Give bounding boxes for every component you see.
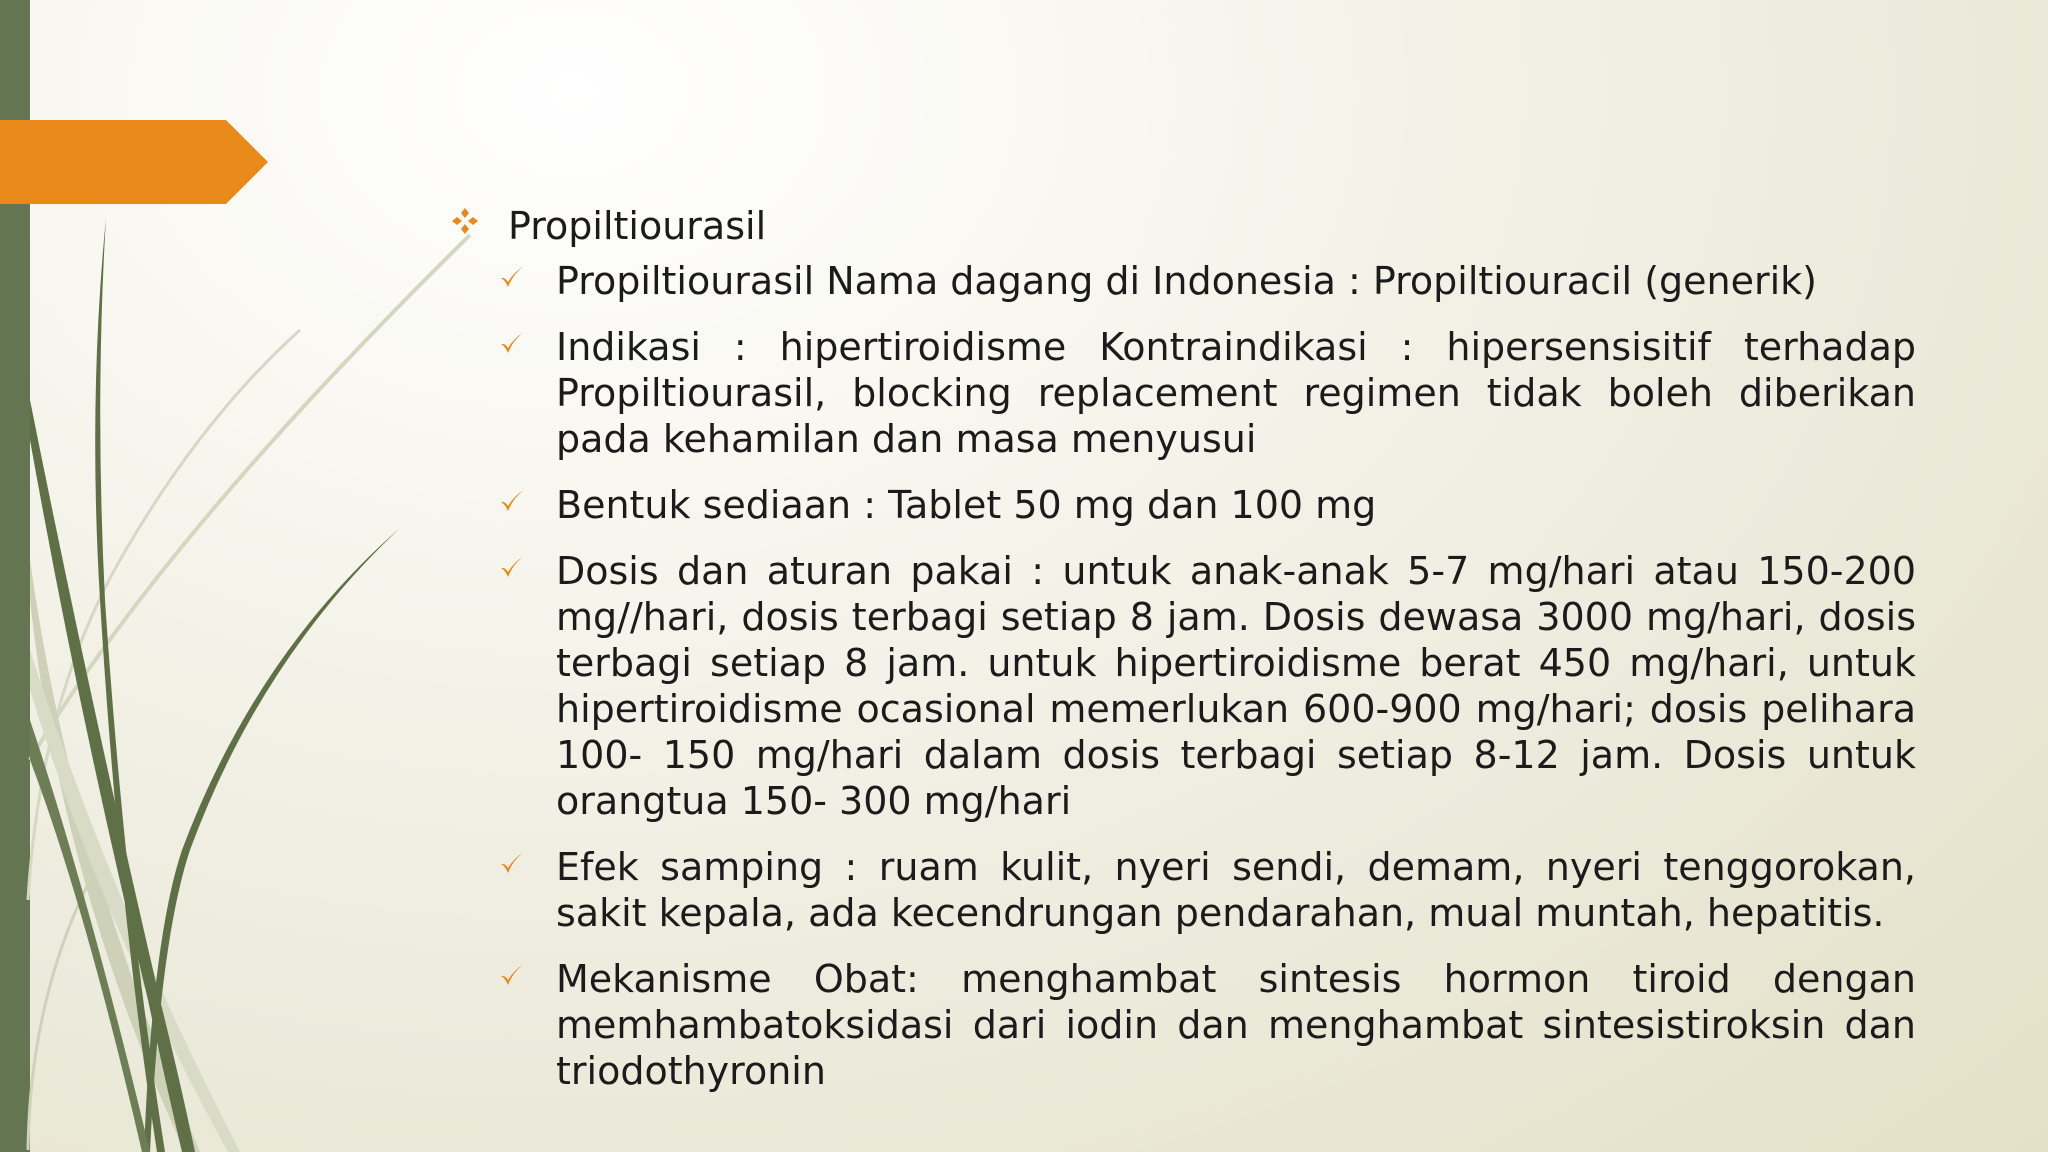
light-stroke [28, 880, 90, 1150]
checkmark-icon [498, 552, 526, 582]
list-item [556, 482, 1916, 528]
list-item-text: Efek samping : ruam kulit, nyeri sendi, demam, nyeri tenggorokan, sakit kepala, ada kecendrungan pendarahan, mual muntah, hepatitis. [556, 845, 1916, 935]
list-item-text: Mekanisme Obat: menghambat sintesis hormon tiroid dengan memhambatoksidasi dari iodin dan menghambat sintesistiroksin dan triodothyronin [556, 957, 1916, 1093]
list-item-text: Dosis dan aturan pakai : untuk anak-anak 5-7 mg/hari atau 150-200 mg//hari, dosis terbagi setiap 8 jam. Dosis dewasa 3000 mg/hari, dosis terbagi setiap 8 jam. untuk hipertiroidisme berat 450 mg/hari, untuk hipertiroidisme ocasional memerlukan 600-900 mg/hari; dosis pelihara 100- 150 mg/hari dalam dosis terbagi setiap 8-12 jam. Dosis untuk orangtua 150- 300 mg/hari [556, 549, 1916, 823]
list-item [556, 956, 1916, 1094]
slide-content [450, 198, 1916, 1114]
list-item [556, 844, 1916, 936]
checkmark-icon [498, 848, 526, 878]
list-item [556, 258, 1916, 304]
checkmark-icon [498, 262, 526, 292]
main-bullet-item [450, 198, 1916, 254]
checkmark-icon [498, 960, 526, 990]
list-item [556, 548, 1916, 824]
list-item-text: Indikasi : hipertiroidisme Kontraindikasi : hipersensisitif terhadap Propiltiourasil, blocking replacement regimen tidak boleh diberikan pada kehamilan dan masa menyusui [556, 325, 1916, 461]
slide-heading: Propiltiourasil [508, 204, 767, 248]
checkmark-icon [498, 328, 526, 358]
orange-arrow-banner [0, 120, 268, 204]
list-item-text: Bentuk sediaan : Tablet 50 mg dan 100 mg [556, 483, 1377, 527]
sub-bullet-list [450, 258, 1916, 1094]
list-item-text: Propiltiourasil Nama dagang di Indonesia : Propiltiouracil (generik) [556, 259, 1817, 303]
checkmark-icon [498, 486, 526, 516]
list-item [556, 324, 1916, 462]
four-diamond-bullet-icon [450, 206, 480, 236]
